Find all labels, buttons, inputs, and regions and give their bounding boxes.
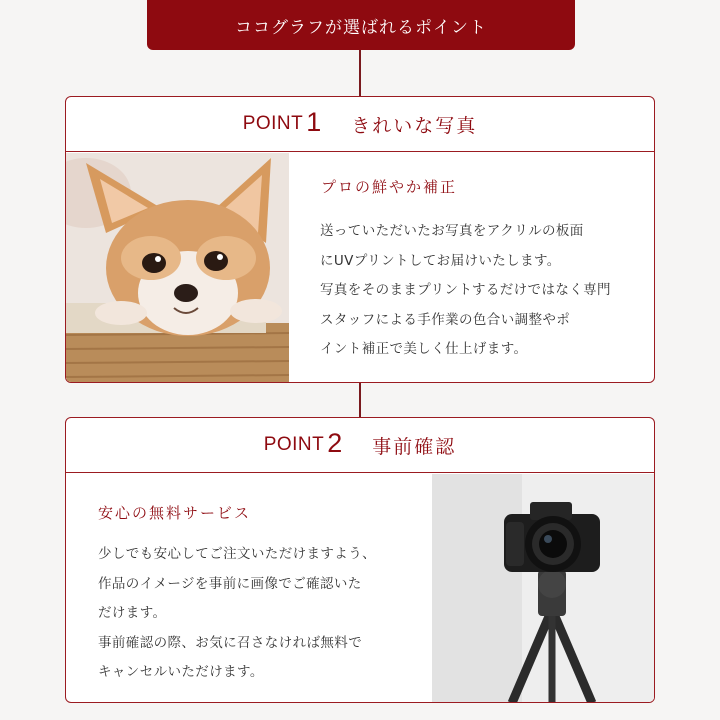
point-subheading: 安心の無料サービス [98, 504, 252, 522]
description-line: 写真をそのままプリントするだけではなく専門 [320, 282, 611, 298]
point-number: 2 [327, 427, 343, 458]
point-title: 事前確認 [372, 435, 457, 458]
point-card-1 [65, 96, 655, 383]
description-line: にUVプリントしてお届けいたします。 [320, 252, 561, 269]
chihuahua-photo [66, 153, 289, 383]
description-line: 少しでも安心してご注文いただけますよう、 [98, 546, 376, 562]
description-line: イント補正で美しく仕上げます。 [320, 341, 528, 357]
point-label: POINT [263, 434, 325, 455]
connector-line [359, 50, 361, 97]
point-label: POINT [242, 113, 304, 134]
connector-line [359, 383, 361, 418]
point-number: 1 [306, 106, 322, 137]
description-line: 送っていただいたお写真をアクリルの板面 [320, 223, 584, 239]
point-title: きれいな写真 [351, 114, 478, 137]
point-card-header [66, 97, 654, 152]
point-subheading: プロの鮮やか補正 [321, 178, 458, 196]
description-line: 作品のイメージを事前に画像でご確認いた [98, 575, 362, 592]
section-title: ココグラフが選ばれるポイント [147, 0, 575, 50]
description-line: スタッフによる手作業の色合い調整やポ [320, 311, 571, 328]
description-line: キャンセルいただけます。 [98, 664, 264, 680]
point-description [320, 217, 611, 365]
point-card-header [66, 418, 654, 473]
description-line: だけます。 [98, 605, 167, 621]
point-card-2 [65, 417, 655, 703]
description-line: 事前確認の際、お気に召さなければ無料で [98, 634, 363, 651]
camera-tripod-photo [432, 474, 654, 703]
point-description [98, 540, 376, 688]
